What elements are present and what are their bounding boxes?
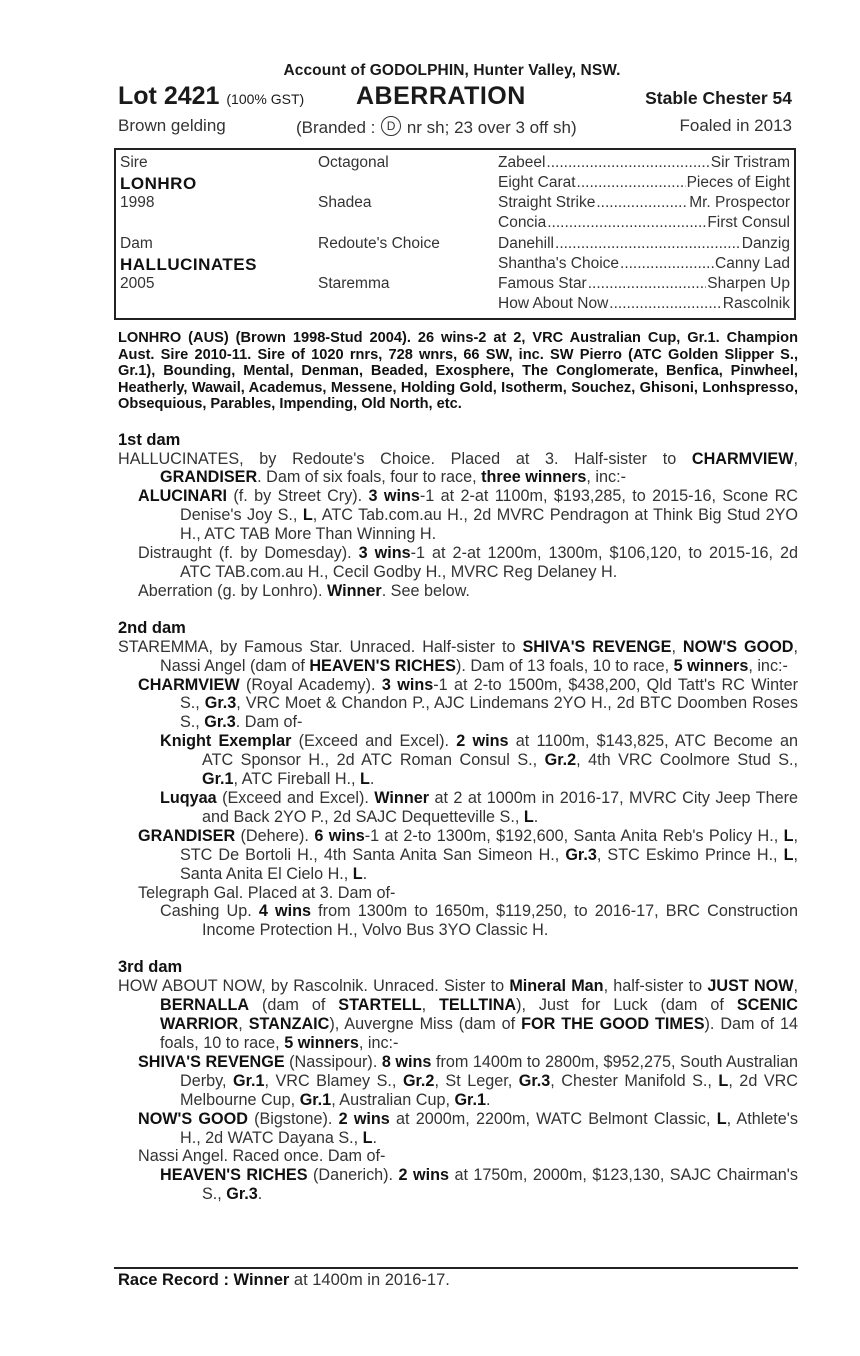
ancestor-row: Famous Star ..... Sharpen Up xyxy=(498,275,790,293)
dam-year: 2005 xyxy=(120,275,155,292)
progeny-entry: Nassi Angel. Raced once. Dam of- xyxy=(138,1147,386,1166)
pedigree-table xyxy=(114,148,796,320)
progeny-entry: Luqyaa (Exceed and Excel). Winner at 2 at 1000m in 2016-17, MVRC City Jeep There and Back 2YO P., 2d SAJC Dequetteville S., L. xyxy=(160,789,798,826)
section-heading: 1st dam xyxy=(118,430,181,449)
horse-name: ABERRATION xyxy=(356,82,526,110)
progeny-entry: ALUCINARI (f. by Street Cry). 3 wins-1 at 2-at 1100m, $193,285, to 2015-16, Scone RC Denise's Joy S., L, ATC Tab.com.au H., 2d MVRC Pendragon at Think Big Stud 2YO H., ATC TAB More Than Winning H. xyxy=(138,487,799,544)
dam-description: HOW ABOUT NOW, by Rascolnik. Unraced. Sister to Mineral Man, half-sister to JUST NOW, BERNALLA (dam of STARTELL, TELLTINA), Just for Luck (dam of SCENIC WARRIOR, STANZAIC), Auvergne Miss (dam of FOR THE GOOD TIMES). Dam of 14 foals, 10 to race, 5 winners, inc:- xyxy=(118,977,799,1052)
section-heading: 3rd dam xyxy=(118,958,183,977)
grandsire-2: Redoute's Choice xyxy=(318,235,440,252)
progeny-entry: Telegraph Gal. Placed at 3. Dam of- xyxy=(138,883,396,902)
progeny-entry: GRANDISER (Dehere). 6 wins-1 at 2-to 1300m, $192,600, Santa Anita Reb's Policy H., L, STC De Bortoli H., 4th Santa Anita San Simeon H., Gr.3, STC Eskimo Prince H., L, Santa Anita El Cielo H., L. xyxy=(138,826,799,883)
sire-label: Sire xyxy=(120,154,148,171)
brand-description: (Branded : D nr sh; 23 over 3 off sh) xyxy=(296,118,577,137)
dam-description: HALLUCINATES, by Redoute's Choice. Placed at 3. Half-sister to CHARMVIEW, GRANDISER. Dam of six foals, four to race, three winners, inc:- xyxy=(118,449,798,487)
lot-number: Lot 2421 (100% GST) xyxy=(118,82,305,110)
ancestor-row: Eight Carat ..... Pieces of Eight xyxy=(498,174,790,192)
ancestor-row: How About Now ..... Rascolnik xyxy=(498,295,790,313)
sire-summary: LONHRO (AUS) (Brown 1998-Stud 2004). 26 wins-2 at 2, VRC Australian Cup, Gr.1. Champion Aust. Sire 2010-11. Sire of 1020 rnrs, 728 wnrs, 66 SW, inc. SW Pierro (ATC Golden Slipper S., Gr.1), Bounding, Mental, Denman, Beaded, Exosphere, The Conglomerate, Benfica, Pinwheel, Heatherly, Wawail, Academus, Messene, Holding Gold, Isotherm, Souchez, Ghisoni, Lonhspresso, Obsequious, Parables, Impending, Old North, etc. xyxy=(118,330,798,412)
section-heading: 2nd dam xyxy=(118,618,186,637)
divider xyxy=(114,1267,798,1269)
account-line: Account of GODOLPHIN, Hunter Valley, NSW. xyxy=(283,62,621,79)
progeny-entry: NOW'S GOOD (Bigstone). 2 wins at 2000m, 2200m, WATC Belmont Classic, L, Athlete's H., 2d WATC Dayana S., L. xyxy=(138,1109,798,1147)
catalogue-page xyxy=(118,62,798,1204)
progeny-entry: Cashing Up. 4 wins from 1300m to 1650m, $119,250, to 2016-17, BRC Construction Income Protection H., Volvo Bus 3YO Classic H. xyxy=(160,902,799,940)
progeny-entry: CHARMVIEW (Royal Academy). 3 wins-1 at 2-to 1500m, $438,200, Qld Tatt's RC Winter S., Gr.3, VRC Moet & Chandon P., AJC Lindemans 2YO H., 2d BTC Doomben Roses S., Gr.3. Dam of- xyxy=(138,675,799,732)
ancestor-row: Shantha's Choice ..... Canny Lad xyxy=(498,255,790,273)
grandsire-1: Octagonal xyxy=(318,154,389,171)
progeny-entry: Knight Exemplar (Exceed and Excel). 2 wins at 1100m, $143,825, ATC Become an ATC Sponsor H., 2d ATC Roman Consul S., Gr.2, 4th VRC Coolmore Stud S., Gr.1, ATC Fireball H., L. xyxy=(160,732,799,789)
foaled-year: Foaled in 2013 xyxy=(679,116,792,135)
first-dam-section xyxy=(118,431,798,601)
sire-name: LONHRO xyxy=(120,174,197,193)
granddam-2: Staremma xyxy=(318,275,390,292)
dam-description: STAREMMA, by Famous Star. Unraced. Half-sister to SHIVA'S REVENGE, NOW'S GOOD, Nassi Angel (dam of HEAVEN'S RICHES). Dam of 13 foals, 10 to race, 5 winners, inc:- xyxy=(118,637,798,675)
gst-note: (100% GST) xyxy=(226,91,305,107)
stable-location: Stable Chester 54 xyxy=(645,88,792,108)
second-dam-section xyxy=(118,619,798,941)
race-record: Race Record : Winner at 1400m in 2016-17. xyxy=(118,1271,450,1289)
progeny-entry: HEAVEN'S RICHES (Danerich). 2 wins at 1750m, 2000m, $123,130, SAJC Chairman's S., Gr.3. xyxy=(160,1166,798,1204)
third-dam-section xyxy=(118,958,798,1204)
progeny-entry: SHIVA'S REVENGE (Nassipour). 8 wins from 1400m to 2800m, $952,275, South Australian Derby, Gr.1, VRC Blamey S., Gr.2, St Leger, Gr.3, Chester Manifold S., L, 2d VRC Melbourne Cup, Gr.1, Australian Cup, Gr.1. xyxy=(138,1052,798,1109)
ancestor-row: Zabeel ..... Sir Tristram xyxy=(498,154,790,172)
progeny-entry: Aberration (g. by Lonhro). Winner. See below. xyxy=(138,581,470,600)
granddam-1: Shadea xyxy=(318,194,372,211)
dam-label: Dam xyxy=(120,235,153,252)
dam-name: HALLUCINATES xyxy=(120,255,257,274)
ancestor-row: Concia ..... First Consul xyxy=(498,214,790,232)
sire-year: 1998 xyxy=(120,194,155,211)
progeny-entry: Distraught (f. by Domesday). 3 wins-1 at 2-at 1200m, 1300m, $106,120, to 2015-16, 2d ATC TAB.com.au H., Cecil Godby H., MVRC Reg Delaney H. xyxy=(138,544,798,581)
ancestor-row: Danehill ..... Danzig xyxy=(498,235,790,253)
sex-colour: Brown gelding xyxy=(118,116,226,135)
brand-symbol-icon: D xyxy=(381,116,401,136)
ancestor-row: Straight Strike ..... Mr. Prospector xyxy=(498,194,790,212)
horse-info xyxy=(118,116,798,142)
lot-line xyxy=(118,82,798,116)
